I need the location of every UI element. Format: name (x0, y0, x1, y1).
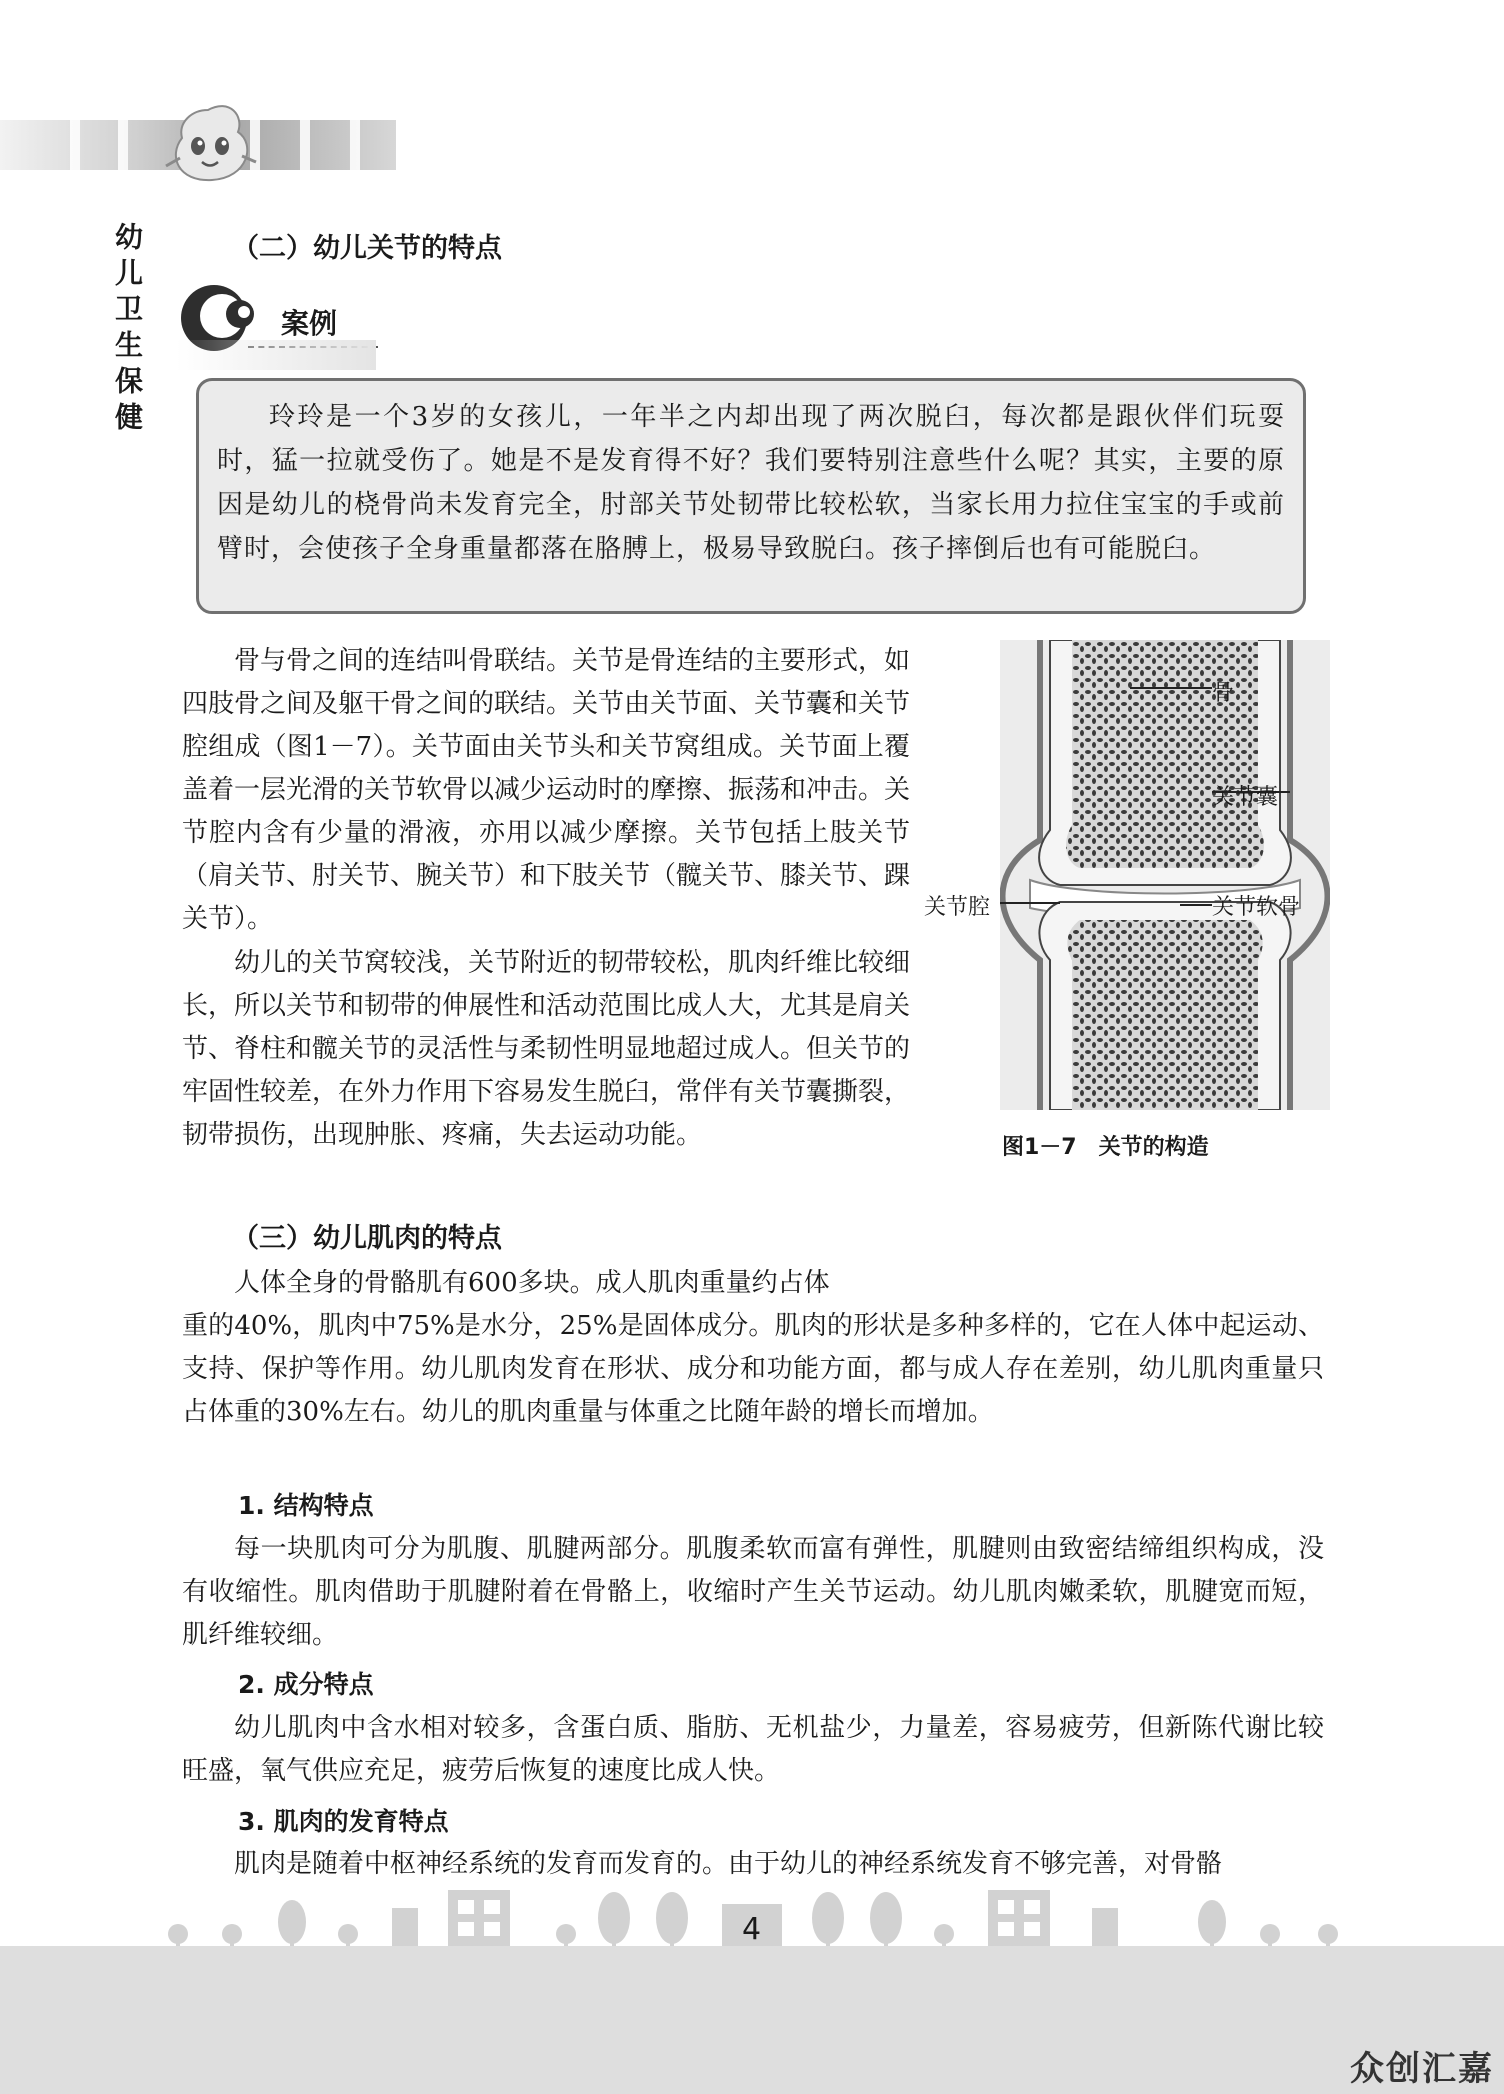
joint-diagram (1000, 640, 1330, 1110)
subsection-1-text: 每一块肌肉可分为肌腹、肌腱两部分。肌腹柔软而富有弹性，肌腱则由致密结缔组织构成，没有收缩性。肌肉借助于肌腱附着在骨骼上，收缩时产生关节运动。幼儿肌肉嫩柔软，肌腱宽而短，肌纤维较细。 (182, 1534, 1324, 1650)
case-box (196, 378, 1306, 614)
subsection-2-title: 2. 成分特点 (238, 1670, 374, 1699)
subsection-2-text: 幼儿肌肉中含水相对较多，含蛋白质、脂肪、无机盐少，力量差，容易疲劳，但新陈代谢比较旺盛，氧气供应充足，疲劳后恢复的速度比成人快。 (182, 1713, 1324, 1786)
label-cartilage: 关节软骨 (1212, 895, 1301, 920)
case-shade (176, 340, 376, 370)
case-label: 案例 (281, 307, 338, 340)
label-capsule: 关节囊 (1212, 785, 1279, 810)
subsection-3-title: 3. 肌肉的发育特点 (238, 1807, 449, 1836)
mascot-icon (160, 96, 260, 186)
muscles-paragraph-1-rest: 重的40%，肌肉中75%是水分，25%是固体成分。肌肉的形状是多种多样的，它在人体中起运动、支持、保护等作用。幼儿肌肉发育在形状、成分和功能方面，都与成人存在差别，幼儿肌肉重量只占体重的30%左右。幼儿的肌肉重量与体重之比随年龄的增长而增加。 (182, 1311, 1324, 1427)
figure-caption: 图1－7 关节的构造 (1002, 1135, 1209, 1160)
muscles-paragraph-1-line-1: 人体全身的骨骼肌有600多块。成人肌肉重量约占体 (234, 1268, 830, 1298)
subsection-3-text: 肌肉是随着中枢神经系统的发育而发育的。由于幼儿的神经系统发育不够完善，对骨骼 (234, 1849, 1223, 1879)
section-three-title: （三）幼儿肌肉的特点 (232, 1223, 502, 1254)
side-title: 幼儿卫生保健 (111, 222, 144, 438)
page-number: 4 (742, 1912, 762, 1947)
joints-paragraph-2: 幼儿的关节窝较浅，关节附近的韧带较松，肌肉纤维比较细长，所以关节和韧带的伸展性和活动范围比成人大，尤其是肩关节、脊柱和髋关节的灵活性与柔韧性明显地超过成人。但关节的牢固性较差，在外力作用下容易发生脱臼，常伴有关节囊撕裂，韧带损伤，出现肿胀、疼痛，失去运动功能。 (182, 948, 911, 1150)
footer-band (0, 1946, 1504, 2094)
case-text: 玲玲是一个3岁的女孩儿，一年半之内却出现了两次脱臼，每次都是跟伙伴们玩耍时，猛一拉就受伤了。她是不是发育得不好？我们要特别注意些什么呢？其实，主要的原因是幼儿的桡骨尚未发育完全，肘部关节处韧带比较松软，当家长用力拉住宝宝的手或前臂时，会使孩子全身重量都落在胳膊上，极易导致脱臼。孩子摔倒后也有可能脱臼。 (217, 402, 1285, 564)
label-bone: 骨 (1212, 681, 1235, 706)
label-cavity: 关节腔 (924, 895, 991, 920)
section-two-title: （二）幼儿关节的特点 (232, 233, 502, 264)
subsection-1-title: 1. 结构特点 (238, 1491, 374, 1520)
joints-paragraph-1: 骨与骨之间的连结叫骨联结。关节是骨连结的主要形式，如四肢骨之间及躯干骨之间的联结。关节由关节面、关节囊和关节腔组成（图1－7）。关节面由关节头和关节窝组成。关节面上覆盖着一层光滑的关节软骨以减少运动时的摩擦、振荡和冲击。关节腔内含有少量的滑液，亦用以减少摩擦。关节包括上肢关节（肩关节、肘关节、腕关节）和下肢关节（髋关节、膝关节、踝关节）。 (182, 646, 911, 934)
watermark: 众创汇嘉 (1350, 2049, 1494, 2089)
